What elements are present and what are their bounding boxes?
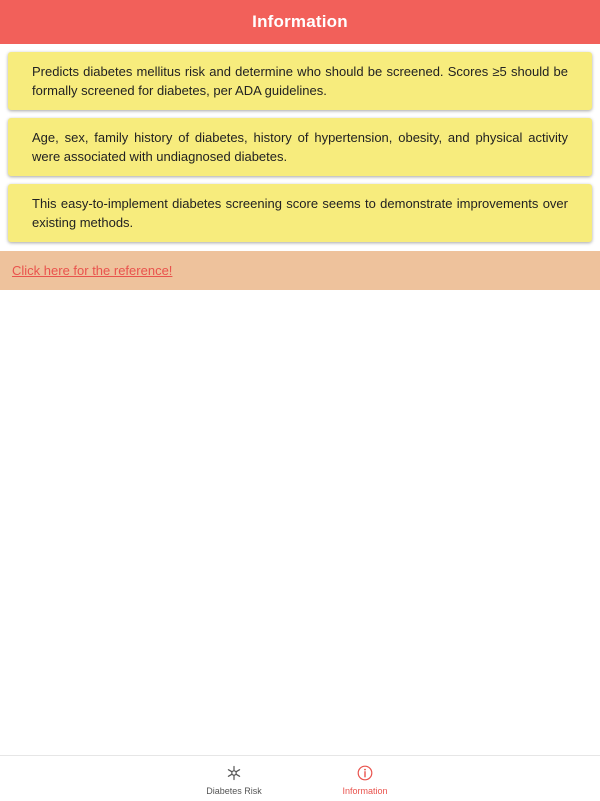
asterisk-icon <box>226 765 242 781</box>
info-cards <box>8 52 592 250</box>
info-card: Predicts diabetes mellitus risk and determine who should be screened. Scores ≥5 should be formally screened for diabetes, per ADA guidelines. <box>8 52 592 110</box>
tab-information[interactable] <box>315 756 415 801</box>
tab-label: Information <box>342 786 388 796</box>
reference-bar <box>0 251 600 290</box>
page-title: Information <box>252 12 348 31</box>
reference-link[interactable]: Click here for the reference! <box>12 263 173 278</box>
tab-diabetes-risk[interactable] <box>184 756 284 801</box>
info-card: This easy-to-implement diabetes screening score seems to demonstrate improvements over existing methods. <box>8 184 592 242</box>
tab-label: Diabetes Risk <box>206 786 262 796</box>
info-card: Age, sex, family history of diabetes, history of hypertension, obesity, and physical activity were associated with undiagnosed diabetes. <box>8 118 592 176</box>
tab-bar <box>0 755 600 801</box>
info-circle-icon <box>357 765 373 781</box>
header-bar <box>0 0 600 44</box>
